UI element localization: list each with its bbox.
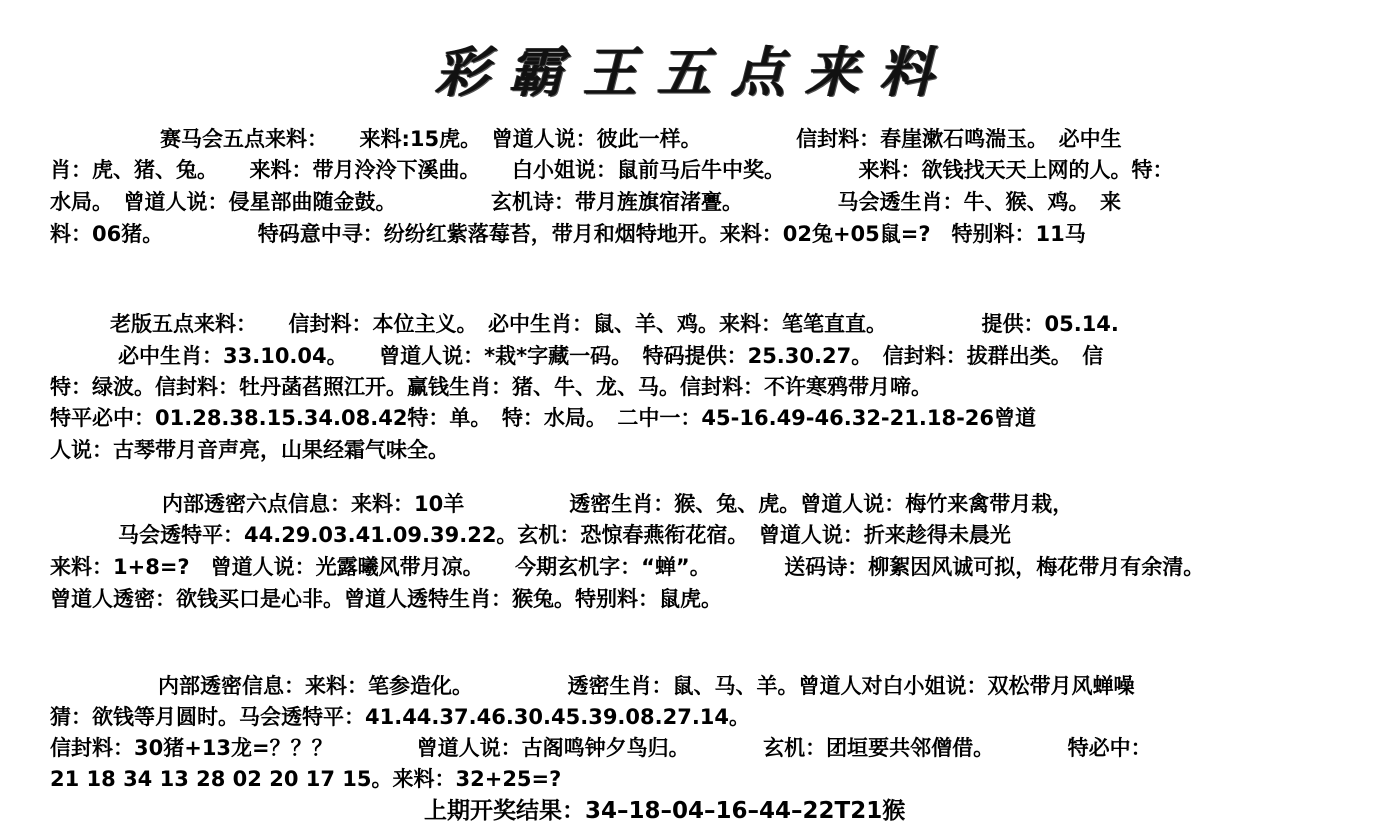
text-line: 赛马会五点来料： 来料:15虎。 曾道人说：彼此一样。 信封料：春崖漱石鸣湍玉。 必中生 [160, 127, 1122, 151]
previous-result: 上期开奖结果：34–18–04–16–44–22T21猴 [424, 798, 906, 824]
text-line: 水局。 曾道人说：侵星部曲随金鼓。 玄机诗：带月旌旗宿渚亹。 马会透生肖：牛、猴、鸡。 来 [50, 190, 1121, 214]
text-line: 肖：虎、猪、兔。 来料：带月泠泠下溪曲。 白小姐说：鼠前马后牛中奖。 来料：欲钱找天天上网的人。特： [50, 158, 1174, 182]
text-line: 21 18 34 13 28 02 20 17 15。来料：32+25=? [50, 767, 562, 791]
text-line: 内部透密六点信息：来料：10羊 透密生肖：猴、兔、虎。曾道人说：梅竹来禽带月栽， [162, 492, 1074, 516]
text-line: 老版五点来料： 信封料：本位主义。 必中生肖：鼠、羊、鸡。来料：笔笔直直。 提供：05.14. [110, 312, 1119, 336]
text-line: 特平必中：01.28.38.15.34.08.42特：单。 特：水局。 二中一：45-16.49-46.32-21.18-26曾道 [50, 406, 1037, 430]
text-line: 曾道人透密：欲钱买口是心非。曾道人透特生肖：猴兔。特别料：鼠虎。 [50, 587, 722, 611]
text-line: 猜：欲钱等月圆时。马会透特平：41.44.37.46.30.45.39.08.27.14。 [50, 705, 751, 729]
text-line: 人说：古琴带月音声亮，山果经霜气味全。 [50, 438, 449, 462]
text-line: 来料：1+8=? 曾道人说：光露曦风带月凉。 今期玄机字：“蝉”。 送码诗：柳絮因风诚可拟，梅花带月有余清。 [50, 555, 1205, 579]
page-title: 彩霸王五点来料 [435, 40, 953, 104]
text-line: 马会透特平：44.29.03.41.09.39.22。玄机：恐惊春燕衔花宿。 曾道人说：折来趁得未晨光 [118, 523, 1011, 547]
text-line: 信封料：30猪+13龙=？？？ 曾道人说：古阁鸣钟夕鸟归。 玄机：团垣要共邻僧借。 特必中： [50, 736, 1152, 760]
text-line: 必中生肖：33.10.04。 曾道人说：*栽*字藏一码。 特码提供：25.30.27。 信封料：拔群出类。 信 [118, 344, 1104, 368]
text-line: 内部透密信息：来料：笔参造化。 透密生肖：鼠、马、羊。曾道人对白小姐说：双松带月风蝉噪 [158, 674, 1135, 698]
text-line: 料：06猪。 特码意中寻：纷纷红紫落莓苔，带月和烟特地开。来料：02兔+05鼠=? 特别料：11马 [50, 222, 1086, 246]
text-line: 特：绿波。信封料：牡丹菡萏照江开。赢钱生肖：猪、牛、龙、马。信封料：不许寒鸦带月啼。 [50, 375, 932, 399]
